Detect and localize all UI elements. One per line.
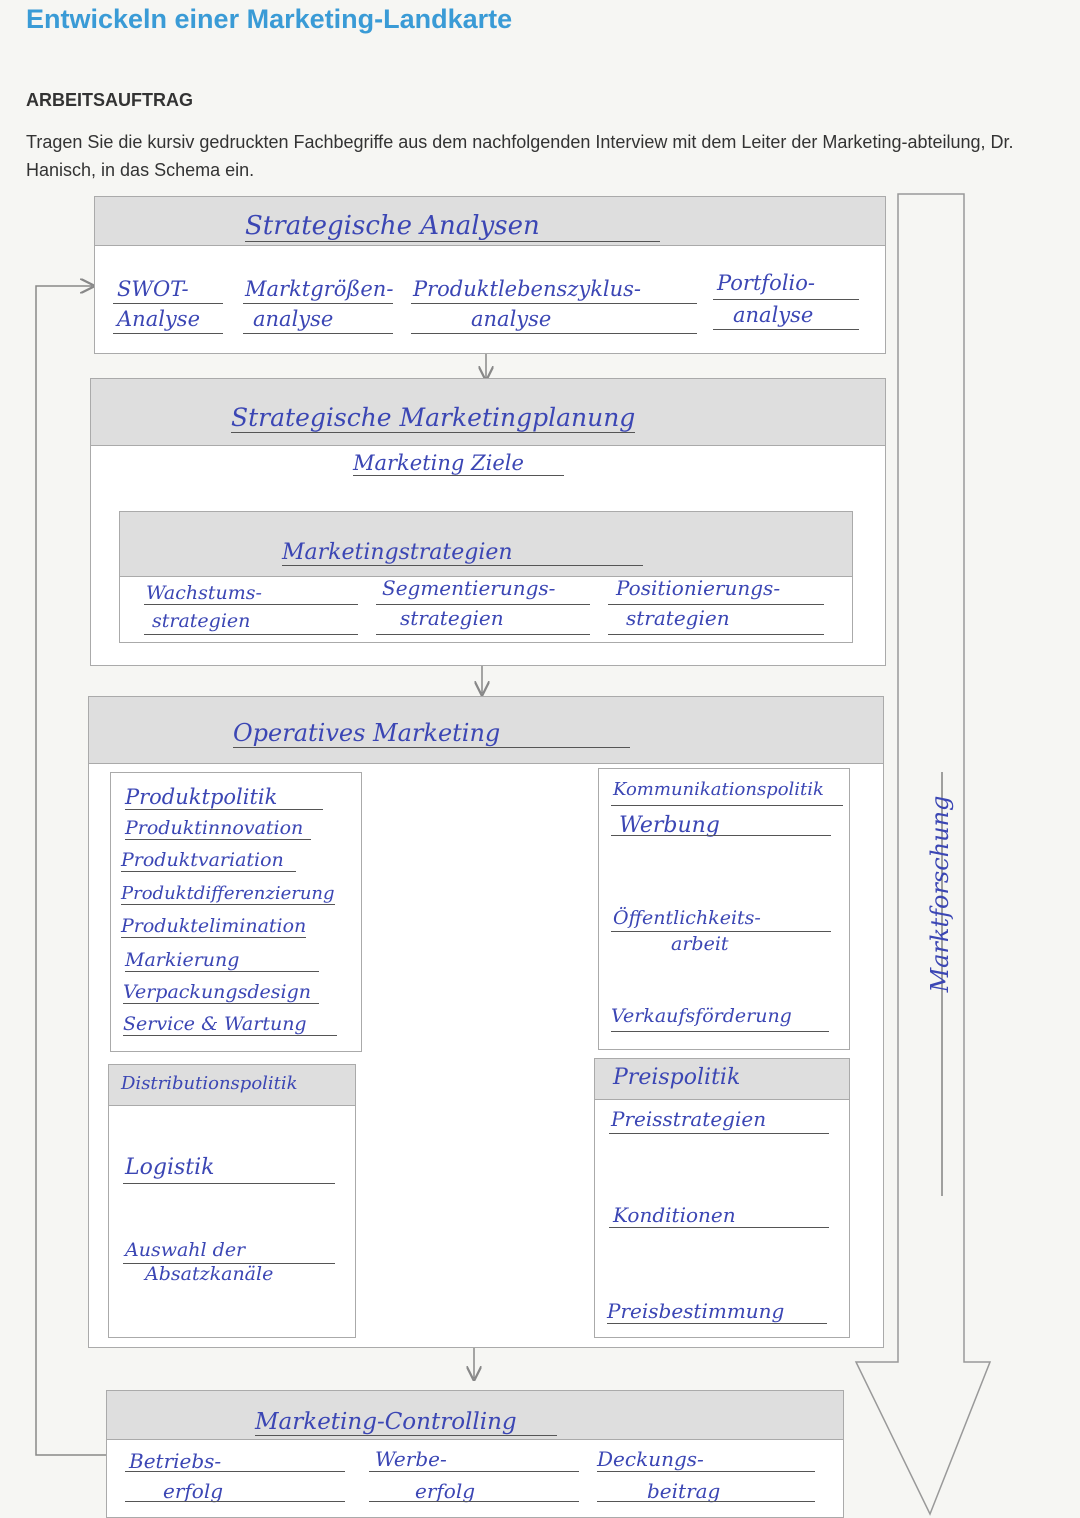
price-policy-item: Preisstrategien (611, 1107, 767, 1131)
strategy-item-line2: strategien (400, 606, 504, 630)
communication-policy-item: Öffentlichkeits- (613, 907, 761, 929)
operative-title: Operatives Marketing (233, 719, 630, 748)
product-policy-item: Verpackungsdesign (123, 981, 319, 1004)
distribution-policy-item: Auswahl der (125, 1239, 246, 1261)
distribution-policy-title: Distributionspolitik (121, 1073, 298, 1094)
product-policy-item: Markierung (125, 949, 319, 972)
task-instruction: Tragen Sie die kursiv gedruckten Fachbegriffe aus dem nachfolgenden Interview mit dem Leiter der Marketing-abteilung, Dr. Hanisch, in das Schema ein. (26, 132, 1014, 180)
distribution-policy-box (108, 1064, 356, 1338)
controlling-item-line2: erfolg (163, 1479, 224, 1503)
analysis-item-line2: analyse (471, 307, 552, 331)
task-label: ARBEITSAUFTRAG (26, 90, 193, 110)
price-policy-item: Preisbestimmung (607, 1299, 785, 1323)
product-policy-box (110, 772, 362, 1052)
product-policy-item: Produktelimination (121, 915, 307, 937)
analysis-item-line1: Marktgrößen- (245, 277, 394, 301)
distribution-policy-item: Absatzkanäle (145, 1263, 274, 1285)
distribution-policy-item: Logistik (125, 1155, 215, 1180)
product-policy-title: Produktpolitik (125, 785, 323, 810)
strategies-title: Marketingstrategien (282, 540, 643, 566)
analysis-item-line2: Analyse (117, 307, 200, 331)
marketing-goals: Marketing Ziele (353, 451, 564, 476)
analysis-item-line2: analyse (733, 303, 814, 327)
product-policy-item: Produktvariation (121, 849, 296, 872)
strategy-item-line1: Positionierungs- (616, 576, 781, 600)
strategies-box (119, 511, 853, 643)
analysis-item-line1: Produktlebenszyklus- (413, 277, 642, 301)
strategy-item-line2: strategien (152, 610, 251, 632)
controlling-item-line2: erfolg (415, 1479, 476, 1503)
strategy-item-line1: Segmentierungs- (382, 576, 556, 600)
price-policy-box (594, 1058, 850, 1338)
product-policy-item: Produktinnovation (125, 817, 311, 840)
strategic-analyses-title: Strategische Analysen (245, 211, 660, 242)
communication-policy-box (598, 768, 850, 1050)
communication-policy-item: Werbung (619, 813, 720, 838)
controlling-item-line1: Deckungs- (597, 1447, 704, 1471)
controlling-item-line1: Betriebs- (129, 1449, 222, 1473)
strategy-item-line2: strategien (626, 606, 730, 630)
analysis-item-line1: Portfolio- (717, 271, 815, 295)
communication-policy-item: arbeit (671, 933, 729, 955)
strategic-planning-title: Strategische Marketingplanung (231, 403, 636, 432)
strategy-item-line1: Wachstums- (146, 582, 262, 604)
price-policy-title: Preispolitik (613, 1065, 741, 1090)
analysis-item-line1: SWOT- (117, 277, 189, 301)
product-policy-item: Produktdifferenzierung (121, 883, 335, 904)
controlling-title: Marketing-Controlling (255, 1409, 557, 1436)
communication-policy-item: Verkaufsförderung (611, 1005, 792, 1027)
page-title: Entwickeln einer Marketing-Landkarte (26, 4, 513, 34)
price-policy-item: Konditionen (613, 1203, 736, 1227)
strategic-planning-box (90, 378, 886, 666)
analysis-item-line2: analyse (253, 307, 334, 331)
controlling-item-line2: beitrag (647, 1479, 721, 1503)
communication-policy-title: Kommunikationspolitik (613, 779, 824, 800)
controlling-item-line1: Werbe- (375, 1447, 447, 1471)
product-policy-item: Service & Wartung (123, 1013, 337, 1036)
strategic-analyses-box (94, 196, 886, 354)
marktforschung-label: Marktforschung (926, 795, 954, 993)
controlling-box (106, 1390, 844, 1518)
